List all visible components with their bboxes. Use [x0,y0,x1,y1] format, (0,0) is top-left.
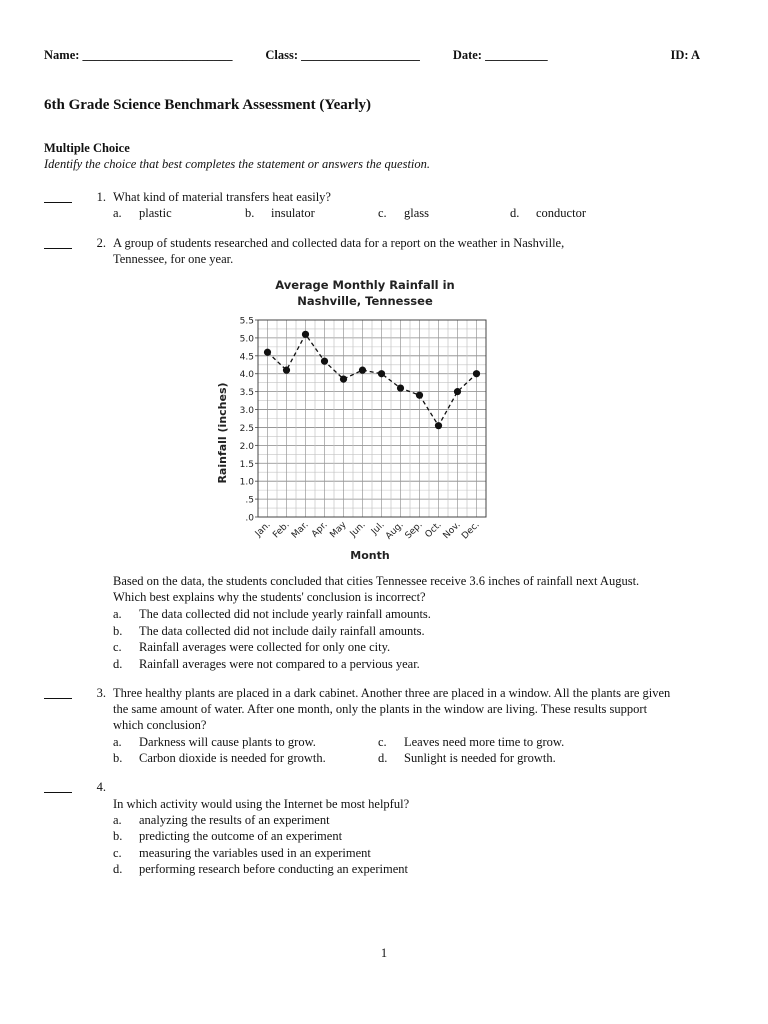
data-point [340,376,347,383]
question-stem-line: Three healthy plants are placed in a dark cabinet. Another three are placed in a window. All the plants are given [113,686,671,700]
x-tick-label: Oct. [423,520,444,541]
answer-blank-q1[interactable] [44,190,72,203]
choice-letter: b. [113,829,123,843]
y-tick-label: 4.0 [239,370,254,381]
rainfall-chart [210,275,500,570]
class-field-label[interactable]: Class: ___________________ [265,48,420,62]
y-tick-label: .0 [245,513,254,524]
data-point [473,370,480,377]
data-point [397,384,404,391]
x-tick-label: Apr. [310,520,330,540]
y-tick-label: 1.5 [239,459,254,470]
choice-letter: c. [113,640,122,654]
choice-letter: c. [113,846,122,860]
question-followup-line: Which best explains why the students' conclusion is incorrect? [113,590,426,604]
choice-letter: b. [245,206,255,220]
data-point [321,358,328,365]
x-tick-label: Feb. [271,520,292,541]
choice-letter: a. [113,206,122,220]
data-point [359,367,366,374]
page-number: 1 [380,946,388,960]
choice-text: Rainfall averages were not compared to a pervious year. [139,657,420,671]
x-tick-label: Aug. [384,520,406,542]
y-tick-label: 2.5 [239,423,254,434]
chart-title-line-1: Average Monthly Rainfall in [275,278,455,292]
y-tick-label: 3.5 [239,388,254,399]
choice-c[interactable] [378,735,564,750]
choice-text: predicting the outcome of an experiment [139,829,343,843]
data-point [435,422,442,429]
choice-text: measuring the variables used in an experiment [139,846,371,860]
data-point [302,331,309,338]
choice-letter: d. [113,657,123,671]
date-field-label[interactable]: Date: __________ [452,48,548,62]
x-tick-label: Jul. [369,520,387,537]
x-axis-label: Month [350,549,390,562]
x-tick-label: Jun. [348,520,368,540]
header-row [44,48,700,66]
data-point [378,370,385,377]
choice-text: plastic [139,206,172,220]
question-number: 1. [96,190,106,204]
id-label: ID: A [670,48,700,62]
choice-b[interactable] [113,829,342,844]
choice-text: Carbon dioxide is needed for growth. [139,751,326,765]
data-point [264,349,271,356]
choice-text: performing research before conducting an experiment [139,862,408,876]
choice-text: insulator [271,206,315,220]
choice-b[interactable] [113,624,425,639]
y-tick-label: 4.5 [239,352,254,363]
x-tick-label: Jan. [253,520,273,539]
choice-b[interactable] [245,206,315,221]
choice-letter: b. [113,751,123,765]
choice-letter: d. [378,751,388,765]
y-tick-label: 5.0 [239,334,254,345]
question-number: 2. [96,236,106,250]
y-tick-label: .5 [245,495,254,506]
choice-a[interactable] [113,735,316,750]
x-tick-label: Mar. [290,520,311,541]
data-point [454,388,461,395]
choice-text: The data collected did not include daily rainfall amounts. [139,624,425,638]
choice-a[interactable] [113,607,431,622]
x-tick-label: Sep. [403,520,425,542]
question-stem: What kind of material transfers heat easily? [113,190,331,204]
name-field-label[interactable]: Name: ________________________ [44,48,233,62]
choice-c[interactable] [113,846,371,861]
question-number: 4. [96,780,106,794]
choice-letter: c. [378,206,387,220]
choice-letter: a. [113,607,122,621]
answer-blank-q3[interactable] [44,686,72,699]
chart-grid [258,320,486,517]
choice-letter: d. [510,206,520,220]
choice-letter: c. [378,735,387,749]
choice-text: glass [404,206,429,220]
choice-letter: a. [113,735,122,749]
choice-text: Leaves need more time to grow. [404,735,565,749]
data-point [416,392,423,399]
section-instructions: Identify the choice that best completes the statement or answers the question. [44,157,431,171]
choice-text: analyzing the results of an experiment [139,813,330,827]
question-stem-line: Tennessee, for one year. [113,252,234,266]
choice-c[interactable] [378,206,429,221]
choice-d[interactable] [113,862,408,877]
section-title: Multiple Choice [44,141,130,155]
x-tick-label: Dec. [460,520,482,542]
choice-text: Sunlight is needed for growth. [404,751,556,765]
question-followup-line: Based on the data, the students concluded that cities Tennessee receive 3.6 inches of rainfall next August. [113,574,640,588]
choice-d[interactable] [113,657,420,672]
choice-d[interactable] [378,751,556,766]
choice-letter: b. [113,624,123,638]
choice-text: conductor [536,206,586,220]
page-title: 6th Grade Science Benchmark Assessment (Yearly) [44,97,372,113]
choice-b[interactable] [113,751,326,766]
data-point [283,367,290,374]
question-stem: In which activity would using the Internet be most helpful? [113,797,410,811]
y-tick-label: 1.0 [239,477,254,488]
choice-d[interactable] [510,206,586,221]
y-tick-label: 2.0 [239,441,254,452]
question-stem-line: the same amount of water. After one month, only the plants in the window are living. These results support [113,702,648,716]
x-tick-labels [253,520,482,542]
choice-text: Rainfall averages were collected for only one city. [139,640,391,654]
x-tick-label: Nov. [441,520,463,542]
y-tick-label: 5.5 [239,316,254,327]
answer-blank-q4[interactable] [44,780,72,793]
choice-a[interactable] [113,206,172,221]
choice-letter: d. [113,862,123,876]
answer-blank-q2[interactable] [44,236,72,249]
choice-letter: a. [113,813,122,827]
y-axis-label: Rainfall (inches) [216,382,229,484]
choice-a[interactable] [113,813,330,828]
question-stem-line: A group of students researched and collected data for a report on the weather in Nashville, [113,236,565,250]
question-stem-line: which conclusion? [113,718,207,732]
question-number: 3. [96,686,106,700]
y-tick-labels [240,317,258,524]
y-tick-label: 3.0 [239,406,254,417]
choice-c[interactable] [113,640,390,655]
chart-title-line-2: Nashville, Tennessee [297,294,433,308]
choice-text: Darkness will cause plants to grow. [139,735,316,749]
x-tick-label: May [328,520,349,541]
choice-text: The data collected did not include yearly rainfall amounts. [139,607,431,621]
